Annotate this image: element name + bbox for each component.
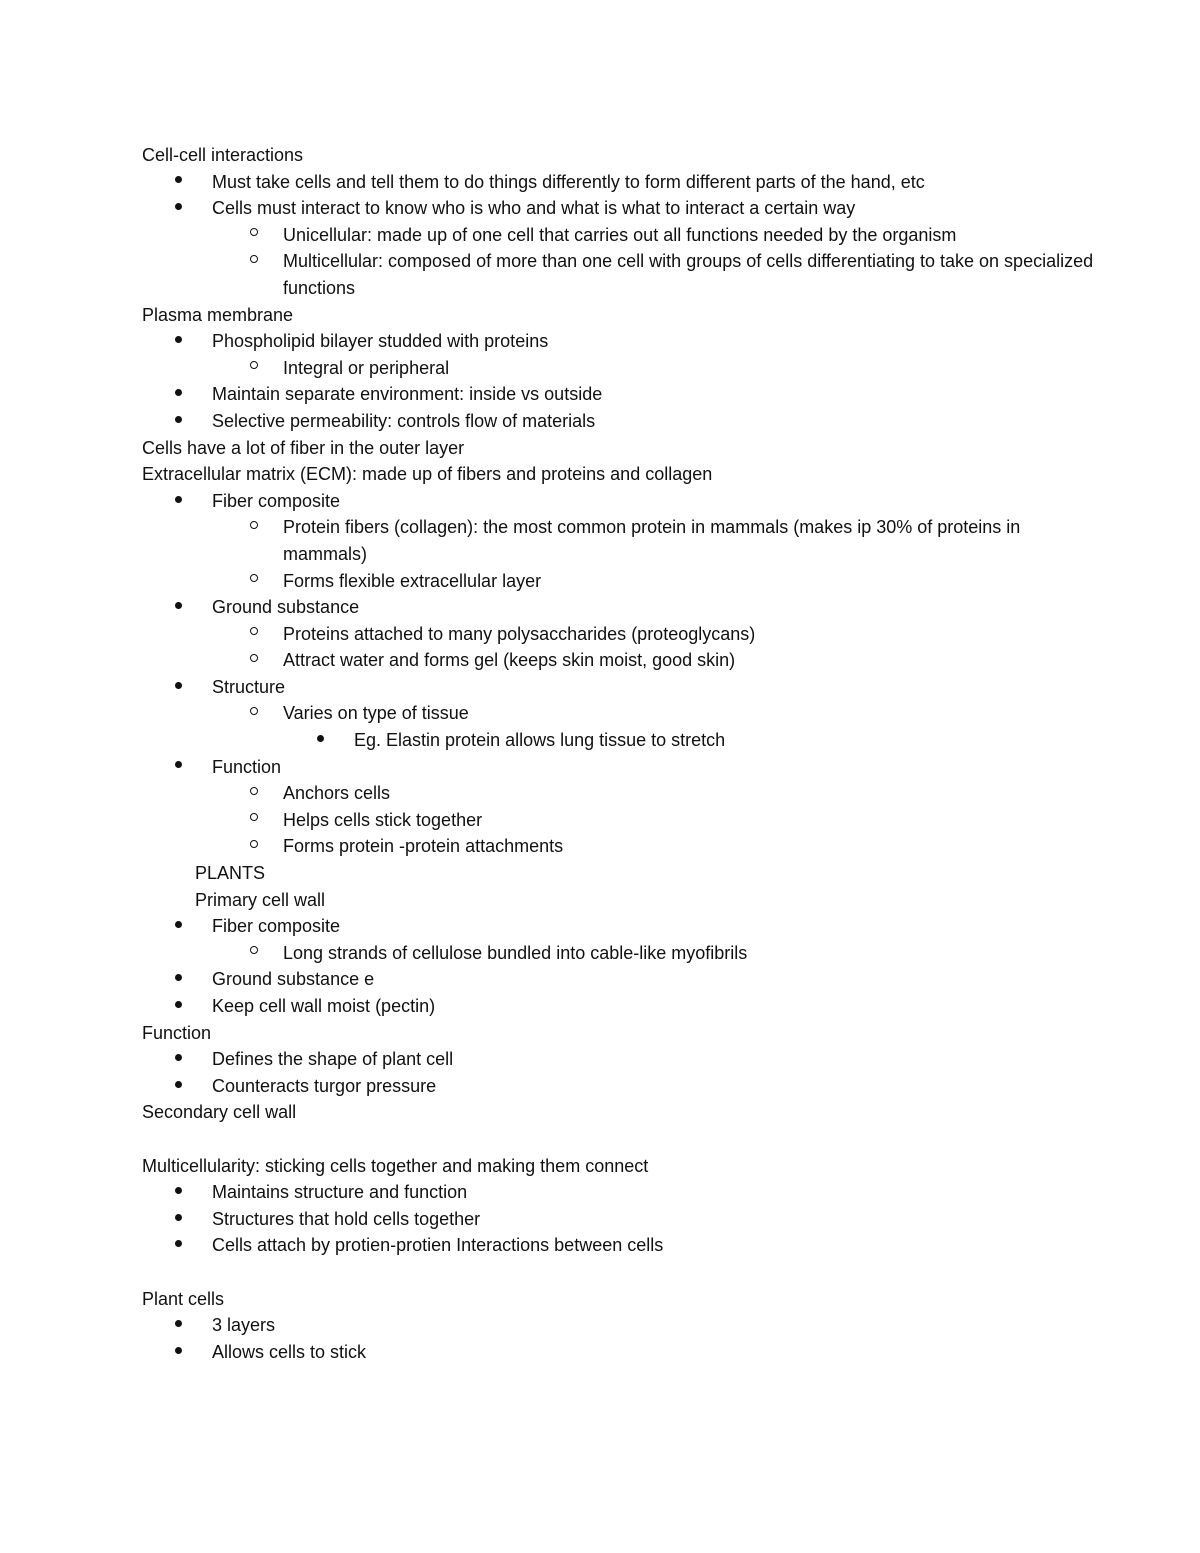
line-text: Function [142,1022,212,1043]
bullet-icon [175,408,182,435]
bullet-icon [175,1312,182,1339]
bullet-icon [175,1179,182,1206]
line-text: Structure [212,676,286,697]
list-item-level-2 [142,355,1102,382]
line-text: Ground substance e [212,969,375,990]
line-text: Plasma membrane [142,304,294,325]
list-item-level-1 [142,594,1102,621]
line-text: Forms flexible extracellular layer [283,570,542,591]
heading-line [142,1020,1102,1047]
bullet-icon [175,1073,182,1100]
line-text: Cells must interact to know who is who and what is what to interact a certain way [212,198,856,219]
bullet-icon [175,754,182,781]
hollow-bullet-icon [250,807,258,834]
line-text: Anchors cells [283,783,391,804]
bullet-icon [317,727,324,754]
line-text: Defines the shape of plant cell [212,1049,454,1070]
line-text: 3 layers [212,1315,276,1336]
line-text: Eg. Elastin protein allows lung tissue to stretch [354,730,726,751]
bullet-icon [175,1232,182,1259]
hollow-bullet-icon [250,514,258,541]
list-item-level-1 [142,1206,1102,1233]
line-text: Fiber composite [212,916,341,937]
blank-line [142,1126,1102,1153]
document-body [142,142,1102,1365]
line-text: Primary cell wall [195,889,326,910]
line-text: Function [212,756,282,777]
list-item-level-1 [142,913,1102,940]
list-item-level-2 [142,647,1102,674]
list-item-level-1 [142,674,1102,701]
heading-line [142,142,1102,169]
list-item-level-2 [142,700,1102,727]
line-text: Ground substance [212,597,360,618]
list-item-level-2 [142,621,1102,648]
list-item-level-1 [142,1179,1102,1206]
line-text: Unicellular: made up of one cell that carries out all functions needed by the organism [283,224,957,245]
hollow-bullet-icon [250,833,258,860]
list-item-level-1 [142,993,1102,1020]
line-text: PLANTS [195,863,266,884]
list-item-level-1 [142,966,1102,993]
bullet-icon [175,674,182,701]
list-item-level-2 [142,833,1102,860]
bullet-icon [175,381,182,408]
blank-line [142,1259,1102,1286]
bullet-icon [175,1206,182,1233]
line-text: Varies on type of tissue [283,703,469,724]
heading-line [142,1153,1102,1180]
heading-line [142,435,1102,462]
line-text: Allows cells to stick [212,1341,367,1362]
bullet-icon [175,1339,182,1366]
list-item-level-1 [142,1312,1102,1339]
hollow-bullet-icon [250,222,258,249]
bullet-icon [175,993,182,1020]
hollow-bullet-icon [250,621,258,648]
heading-line [142,461,1102,488]
line-text: Proteins attached to many polysaccharides (proteoglycans) [283,623,756,644]
line-text: Fiber composite [212,490,341,511]
hollow-bullet-icon [250,780,258,807]
line-text: Extracellular matrix (ECM): made up of fibers and proteins and collagen [142,464,713,485]
line-text: Cells have a lot of fiber in the outer layer [142,437,465,458]
list-item-level-2 [142,222,1102,249]
heading-line [142,302,1102,329]
list-item-level-1 [142,1046,1102,1073]
line-text: Forms protein -protein attachments [283,836,564,857]
bullet-icon [175,594,182,621]
bullet-icon [175,169,182,196]
list-item-level-2 [142,940,1102,967]
bullet-icon [175,195,182,222]
line-text: Protein fibers (collagen): the most common protein in mammals (makes ip 30% of proteins in mammals) [283,517,1021,564]
line-text: Phospholipid bilayer studded with proteins [212,331,549,352]
list-item-level-2 [142,568,1102,595]
line-text: Maintains structure and function [212,1182,468,1203]
line-text: Keep cell wall moist (pectin) [212,996,436,1016]
heading-line [142,887,1102,914]
line-text: Structures that hold cells together [212,1208,481,1229]
list-item-level-3 [142,727,1102,754]
hollow-bullet-icon [250,248,258,275]
line-text: Plant cells [142,1288,225,1309]
list-item-level-2 [142,248,1102,301]
list-item-level-2 [142,514,1102,567]
line-text: Must take cells and tell them to do things differently to form different parts of the hand, etc [212,171,925,192]
bullet-icon [175,966,182,993]
bullet-icon [175,488,182,515]
bullet-icon [175,913,182,940]
line-text: Cells attach by protien-protien Interactions between cells [212,1235,664,1256]
line-text: Helps cells stick together [283,809,483,830]
line-text: Cell-cell interactions [142,145,304,165]
bullet-icon [175,1046,182,1073]
list-item-level-1 [142,381,1102,408]
line-text: Counteracts turgor pressure [212,1075,437,1096]
heading-line [142,860,1102,887]
heading-line [142,1286,1102,1313]
list-item-level-1 [142,408,1102,435]
list-item-level-1 [142,1073,1102,1100]
list-item-level-1 [142,169,1102,196]
list-item-level-2 [142,807,1102,834]
list-item-level-1 [142,1232,1102,1259]
line-text: Integral or peripheral [283,357,450,378]
hollow-bullet-icon [250,700,258,727]
list-item-level-1 [142,754,1102,781]
line-text: Multicellular: composed of more than one cell with groups of cells differentiating to take on specialized functions [283,251,1094,298]
list-item-level-2 [142,780,1102,807]
line-text: Multicellularity: sticking cells together and making them connect [142,1155,649,1176]
hollow-bullet-icon [250,355,258,382]
list-item-level-1 [142,1339,1102,1366]
hollow-bullet-icon [250,568,258,595]
line-text: Selective permeability: controls flow of materials [212,410,596,431]
list-item-level-1 [142,328,1102,355]
hollow-bullet-icon [250,647,258,674]
line-text: Secondary cell wall [142,1102,297,1123]
list-item-level-1 [142,488,1102,515]
hollow-bullet-icon [250,940,258,967]
line-text: Maintain separate environment: inside vs outside [212,384,603,405]
list-item-level-1 [142,195,1102,222]
line-text: Long strands of cellulose bundled into cable-like myofibrils [283,942,748,963]
bullet-icon [175,328,182,355]
line-text: Attract water and forms gel (keeps skin moist, good skin) [283,650,736,671]
heading-line [142,1099,1102,1126]
